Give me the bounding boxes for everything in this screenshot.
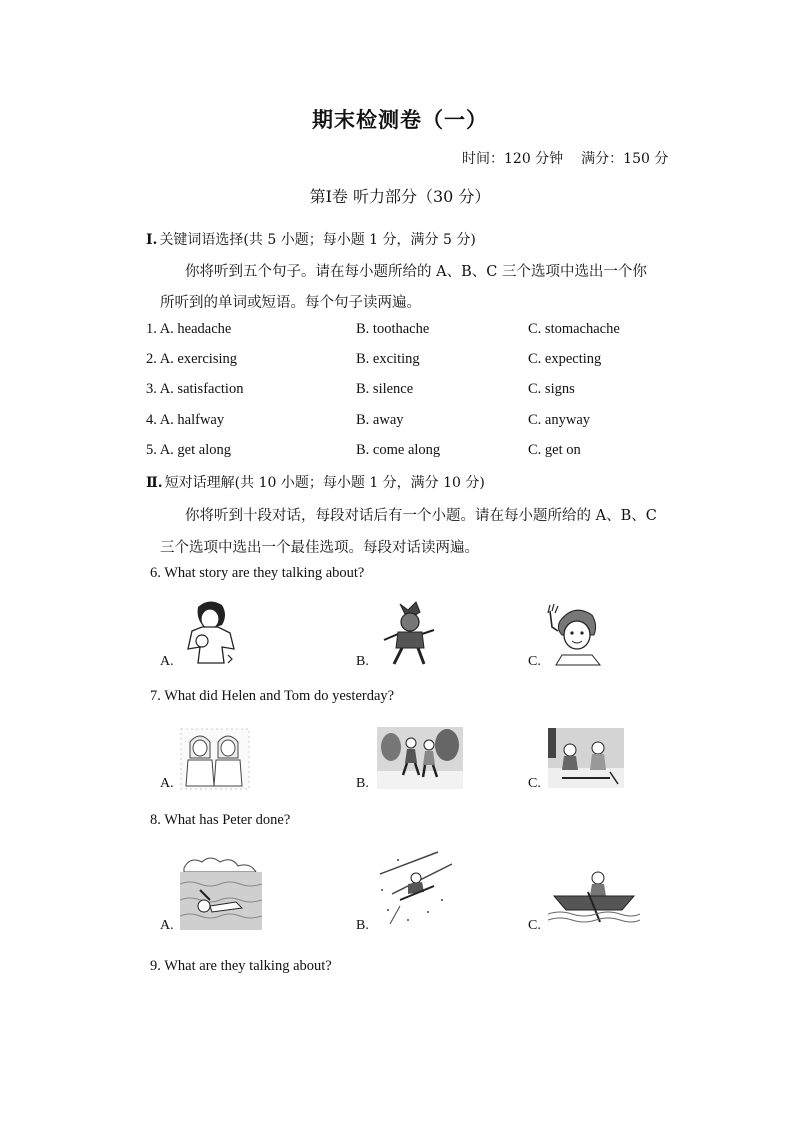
two-girls-illustration (180, 728, 250, 790)
q6-label-c: C. (528, 654, 541, 669)
section1-instruction-line2: 所听到的单词或短语。每个句子读两遍。 (160, 295, 421, 311)
q7-label-c: C. (528, 776, 541, 791)
q1-option-b: B. toothache (356, 321, 430, 337)
section2-instruction-line2: 三个选项中选出一个最佳选项。每段对话读两遍。 (160, 540, 479, 556)
page-title: 期末检测卷（一） (312, 107, 488, 132)
q5-option-b: B. come along (356, 442, 441, 458)
q6-label-b: B. (356, 654, 369, 669)
q8-label-c: C. (528, 918, 541, 933)
q7-text: 7. What did Helen and Tom do yesterday? (150, 688, 395, 704)
q4-option-a: 4. A. halfway (146, 412, 225, 428)
swimming-illustration (180, 854, 262, 930)
section1-numeral: Ⅰ. (146, 232, 158, 248)
full-score: 满分：150 分 (581, 151, 669, 167)
q7-label-a: A. (160, 776, 174, 791)
rowing-boat-illustration (548, 866, 640, 926)
q3-option-a: 3. A. satisfaction (146, 381, 244, 397)
q4-option-b: B. away (356, 412, 404, 428)
q7-label-b: B. (356, 776, 369, 791)
warrior-boy-illustration (380, 600, 440, 668)
section2-heading-text: 短对话理解(共 10 小题；每小题 1 分，满分 10 分) (164, 475, 485, 491)
q5-option-c: C. get on (528, 442, 581, 458)
q2-option-c: C. expecting (528, 351, 602, 367)
monkey-king-illustration (544, 601, 610, 667)
time-info (462, 148, 668, 168)
q1-option-a: 1. A. headache (146, 321, 232, 337)
section1-instruction-line1: 你将听到五个句子。请在每小题所给的 A、B、C 三个选项中选出一个你 (185, 264, 647, 280)
section2-numeral: Ⅱ. (146, 475, 163, 491)
section1-heading (146, 229, 476, 249)
section2-heading (146, 472, 485, 492)
q1-option-c: C. stomachache (528, 321, 620, 337)
q8-text: 8. What has Peter done? (150, 812, 291, 828)
q8-label-b: B. (356, 918, 369, 933)
q8-label-a: A. (160, 918, 174, 933)
picnic-kids-illustration (548, 728, 624, 788)
q4-option-c: C. anyway (528, 412, 591, 428)
q3-option-b: B. silence (356, 381, 414, 397)
q6-text: 6. What story are they talking about? (150, 565, 365, 581)
snow-white-illustration (178, 597, 240, 669)
q2-option-a: 2. A. exercising (146, 351, 238, 367)
q5-option-a: 5. A. get along (146, 442, 231, 458)
q9-text: 9. What are they talking about? (150, 958, 332, 974)
time-limit: 时间：120 分钟 (462, 151, 564, 167)
q2-option-b: B. exciting (356, 351, 420, 367)
skiing-illustration (378, 850, 454, 930)
q3-option-c: C. signs (528, 381, 575, 397)
section2-instruction-line1: 你将听到十段对话，每段对话后有一个小题。请在每小题所给的 A、B、C (185, 508, 657, 524)
section1-heading-text: 关键词语选择(共 5 小题；每小题 1 分，满分 5 分) (159, 232, 476, 248)
q6-label-a: A. (160, 654, 174, 669)
hiking-kids-illustration (377, 727, 463, 789)
part-header: 第Ⅰ卷 听力部分（30 分） (309, 187, 491, 206)
